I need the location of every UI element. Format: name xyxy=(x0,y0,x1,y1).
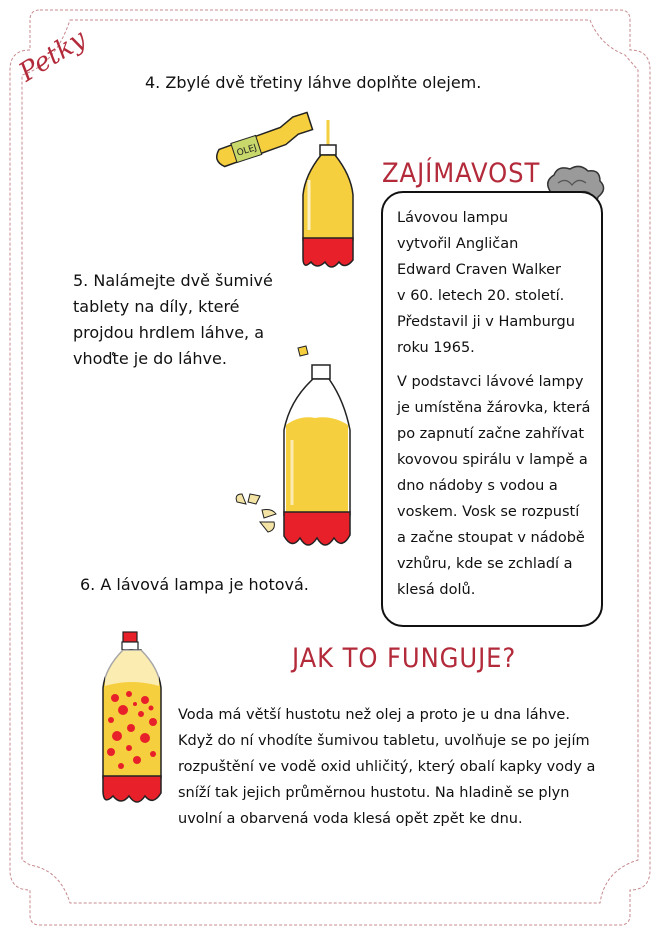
text-line: voskem. Vosk se rozpustí xyxy=(397,504,580,520)
text-line: dno nádoby s vodou a xyxy=(397,478,558,494)
text-line: Když do ní vhodíte šumivou tabletu, uvolňuje se po jejím xyxy=(178,733,590,749)
text-line: Lávovou lampu xyxy=(397,210,509,226)
step-5-line: tablety na díly, které xyxy=(73,297,240,316)
text-line: V podstavci lávové lampy xyxy=(397,374,584,390)
zajimavost-paragraph-1 xyxy=(397,205,597,361)
tablet-bottle-icon xyxy=(270,340,360,565)
oil-label: OLEJ xyxy=(235,142,259,159)
text-line: je umístěna žárovka, která xyxy=(397,400,591,416)
zajimavost-text xyxy=(397,205,597,603)
step-6-text: 6. A lávová lampa je hotová. xyxy=(80,575,309,594)
text-line: v 60. letech 20. století. xyxy=(397,288,565,304)
jak-to-funguje-heading: JAK TO FUNGUJE? xyxy=(292,643,517,674)
text-line: klesá dolů. xyxy=(397,582,476,598)
zajimavost-paragraph-2 xyxy=(397,369,597,603)
text-line: kovovou spirálu v lampě a xyxy=(397,452,588,468)
text-line: roku 1965. xyxy=(397,340,475,356)
text-line: Edward Craven Walker xyxy=(397,262,561,278)
step-5-line: vhoďte je do láhve. xyxy=(73,349,227,368)
text-line: uvolní a obarvená voda klesá opět zpět ke dnu. xyxy=(178,811,523,827)
text-line: vytvořil Angličan xyxy=(397,236,519,252)
text-line: Voda má větší hustotu než olej a proto je u dna láhve. xyxy=(178,707,570,723)
text-line: sníží tak jejich průměrnou hustotu. Na hladině se plyn xyxy=(178,785,570,801)
lava-lamp-bottle-icon xyxy=(95,628,170,808)
zajimavost-heading: ZAJÍMAVOST xyxy=(382,158,541,189)
text-line: rozpuštění ve vodě oxid uhličitý, který obalí kapky vody a xyxy=(178,759,596,775)
tablet-pieces-icon xyxy=(232,490,282,535)
water-oil-bottle-icon xyxy=(295,120,360,275)
brand-logo: Petky xyxy=(14,24,92,88)
text-line: vzhůru, kde se zchladí a xyxy=(397,556,573,572)
step-4-text: 4. Zbylé dvě třetiny láhve doplňte olejem. xyxy=(145,73,482,92)
text-line: a začne stoupat v nádobě xyxy=(397,530,585,546)
jak-to-funguje-text xyxy=(178,702,618,832)
text-line: Představil ji v Hamburgu xyxy=(397,314,575,330)
step-5-text xyxy=(73,268,273,372)
step-5-line: 5. Nalámejte dvě šumivé xyxy=(73,271,273,290)
text-line: po zapnutí začne zahřívat xyxy=(397,426,585,442)
step-5-line: projdou hrdlem láhve, a xyxy=(73,323,265,342)
